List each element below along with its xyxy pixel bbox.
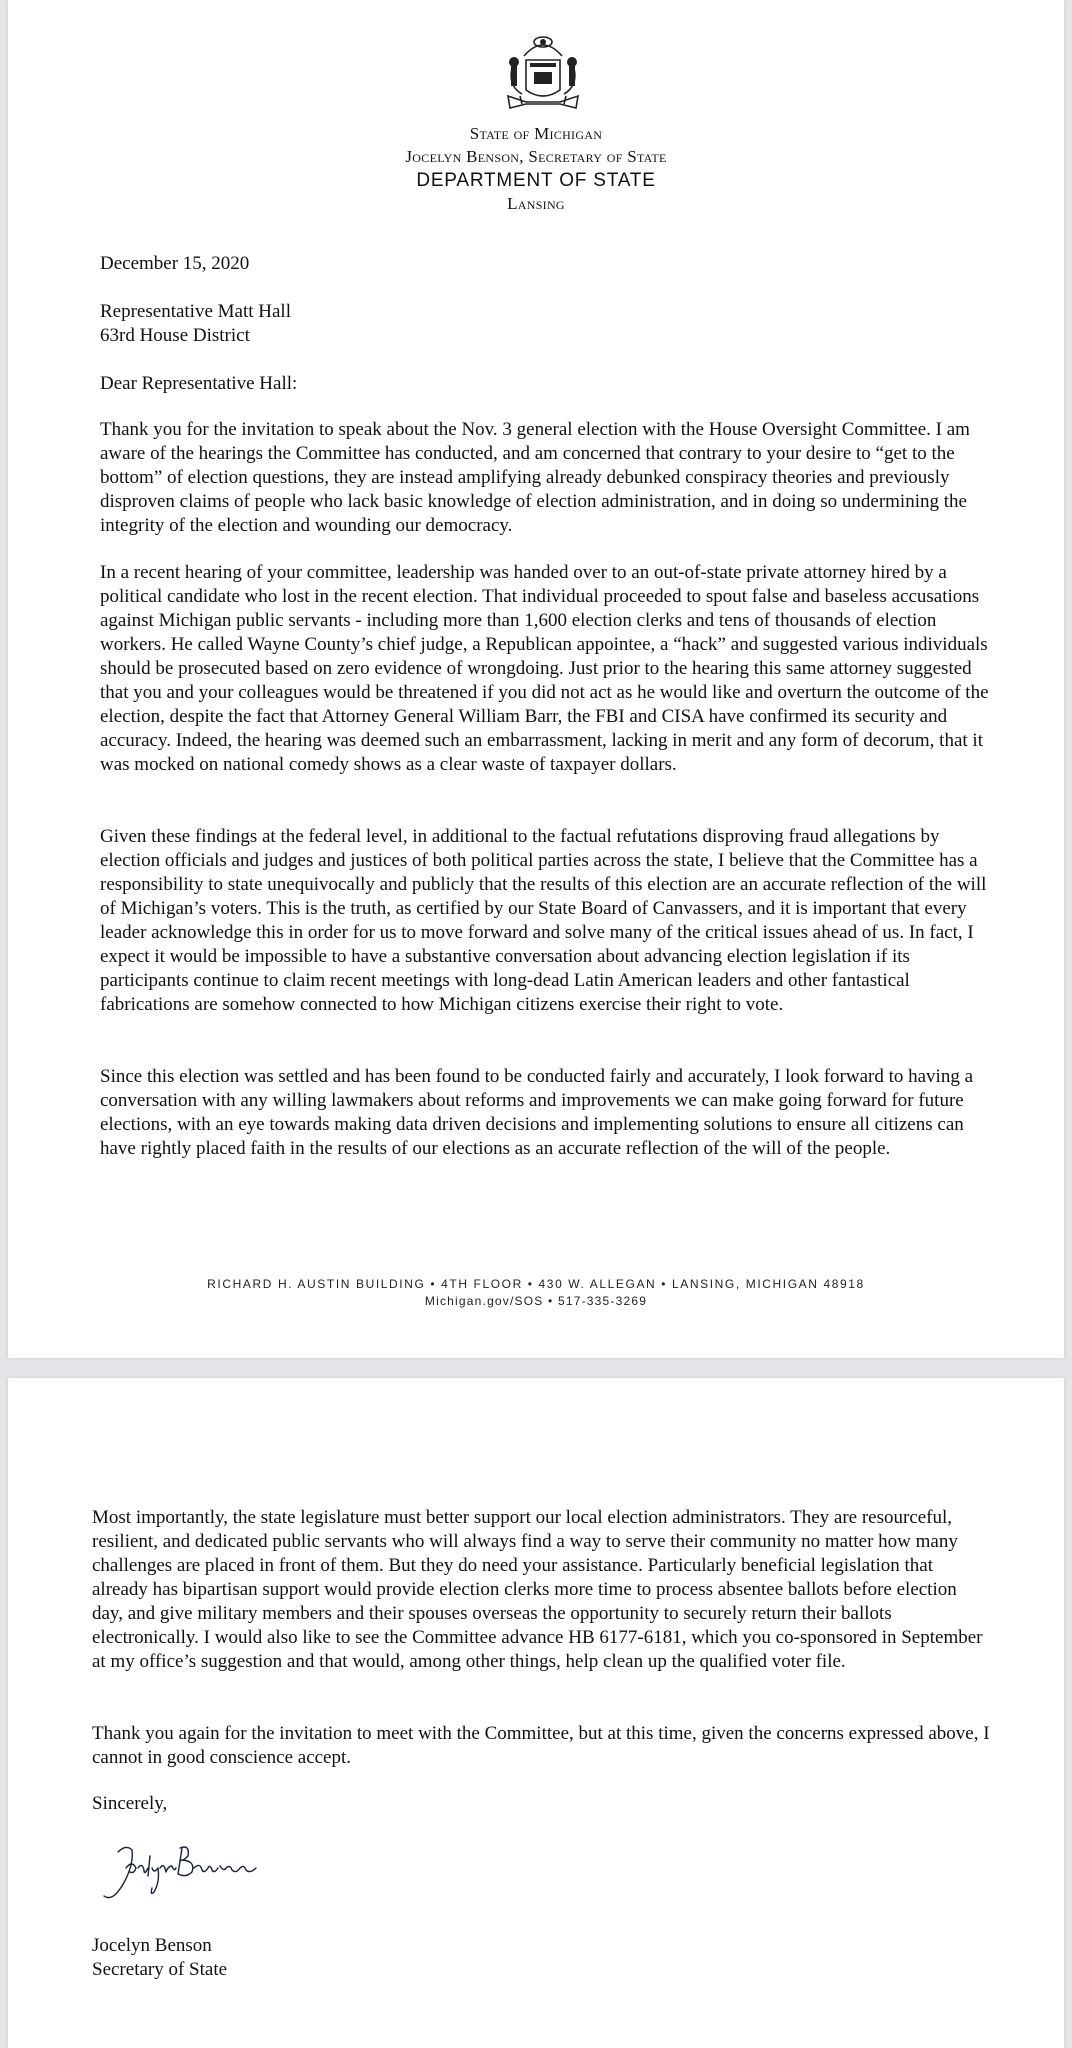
letterhead-state: State of Michigan [469, 124, 603, 143]
letterhead-secretary: Jocelyn Benson, Secretary of State [405, 147, 667, 166]
salutation: Dear Representative Hall: [100, 373, 298, 394]
body-paragraph-1: Thank you for the invitation to speak about the Nov. 3 general election with the House Oversight Committee. I am aware of the hearings the Committee has conducted, and am concerned that contrary to your desire to “get to the bottom” of election questions, they are instead amplifying already debunked conspiracy theories and previously disproven claims of people who lack basic knowledge of election administration, and in doing so undermining the integrity of the election and wounding our democracy. [100, 419, 970, 536]
michigan-state-seal-icon [502, 30, 584, 116]
footer-address: RICHARD H. AUSTIN BUILDING • 4TH FLOOR • 430 W. ALLEGAN • LANSING, MICHIGAN 48918 [207, 1277, 865, 1291]
recipient-name: Representative Matt Hall [100, 301, 291, 322]
body-paragraph-2: In a recent hearing of your committee, leadership was handed over to an out-of-state private attorney hired by a political candidate who lost in the recent election. That individual proceeded to spout false and baseless accusations against Michigan public servants - including more than 1,600 election clerks and tens of thousands of election workers. He called Wayne County’s chief judge, a Republican appointee, a “hack” and suggested various individuals should be prosecuted based on zero evidence of wrongdoing. Just prior to the hearing this same attorney suggested that you and your colleagues would be threatened if you did not act as he would like and overturn the outcome of the election, despite the fact that Attorney General William Barr, the FBI and CISA have confirmed its security and accuracy. Indeed, the hearing was deemed such an embarrassment, lacking in merit and any form of decorum, that it was mocked on national comedy shows as a clear waste of taxpayer dollars. [100, 562, 989, 775]
body-paragraph-6: Thank you again for the invitation to meet with the Committee, but at this time, given the concerns expressed above, I cannot in good conscience accept. [92, 1723, 990, 1768]
letter-page-1 [8, 0, 1064, 1358]
letter-date: December 15, 2020 [100, 253, 250, 274]
signer-name: Jocelyn Benson [92, 1935, 212, 1956]
letterhead-department: DEPARTMENT OF STATE [416, 170, 656, 191]
signer-title: Secretary of State [92, 1959, 228, 1980]
closing: Sincerely, [92, 1793, 168, 1814]
body-paragraph-4: Since this election was settled and has been found to be conducted fairly and accurately, I look forward to having a conversation with any willing lawmakers about reforms and improvements we can make going forward for future elections, with an eye towards making data driven decisions and implementing solutions to ensure all citizens can have rightly placed faith in the results of our elections as an accurate reflection of the will of the people. [100, 1066, 973, 1159]
letterhead-city: Lansing [507, 194, 565, 213]
footer-contact: Michigan.gov/SOS • 517-335-3269 [424, 1294, 648, 1308]
body-paragraph-3: Given these findings at the federal level, in additional to the factual refutations disproving fraud allegations by election officials and judges and justices of both political parties across the state, I believe that the Committee has a responsibility to state unequivocally and publicly that the results of this election are an accurate reflection of the will of Michigan’s voters. This is the truth, as certified by our State Board of Canvassers, and it is important that every leader acknowledge this in order for us to move forward and solve many of the critical issues ahead of us. In fact, I expect it would be impossible to have a substantive conversation about advancing election legislation if its participants continue to claim recent meetings with long-dead Latin American leaders and other fantastical fabrications are somehow connected to how Michigan citizens exercise their right to vote. [100, 826, 987, 1015]
body-paragraph-5: Most importantly, the state legislature must better support our local election administrators. They are resourceful, resilient, and dedicated public servants who will always find a way to serve their community no matter how many challenges are placed in front of them. But they do need your assistance. Particularly beneficial legislation that already has bipartisan support would provide election clerks more time to process absentee ballots before election day, and give military members and their spouses overseas the opportunity to securely return their ballots electronically. I would also like to see the Committee advance HB 6177-6181, which you co-sponsored in September at my office’s suggestion and that would, among other things, help clean up the qualified voter file. [92, 1507, 983, 1672]
recipient-district: 63rd House District [100, 325, 250, 346]
handwritten-signature [96, 1838, 266, 1908]
